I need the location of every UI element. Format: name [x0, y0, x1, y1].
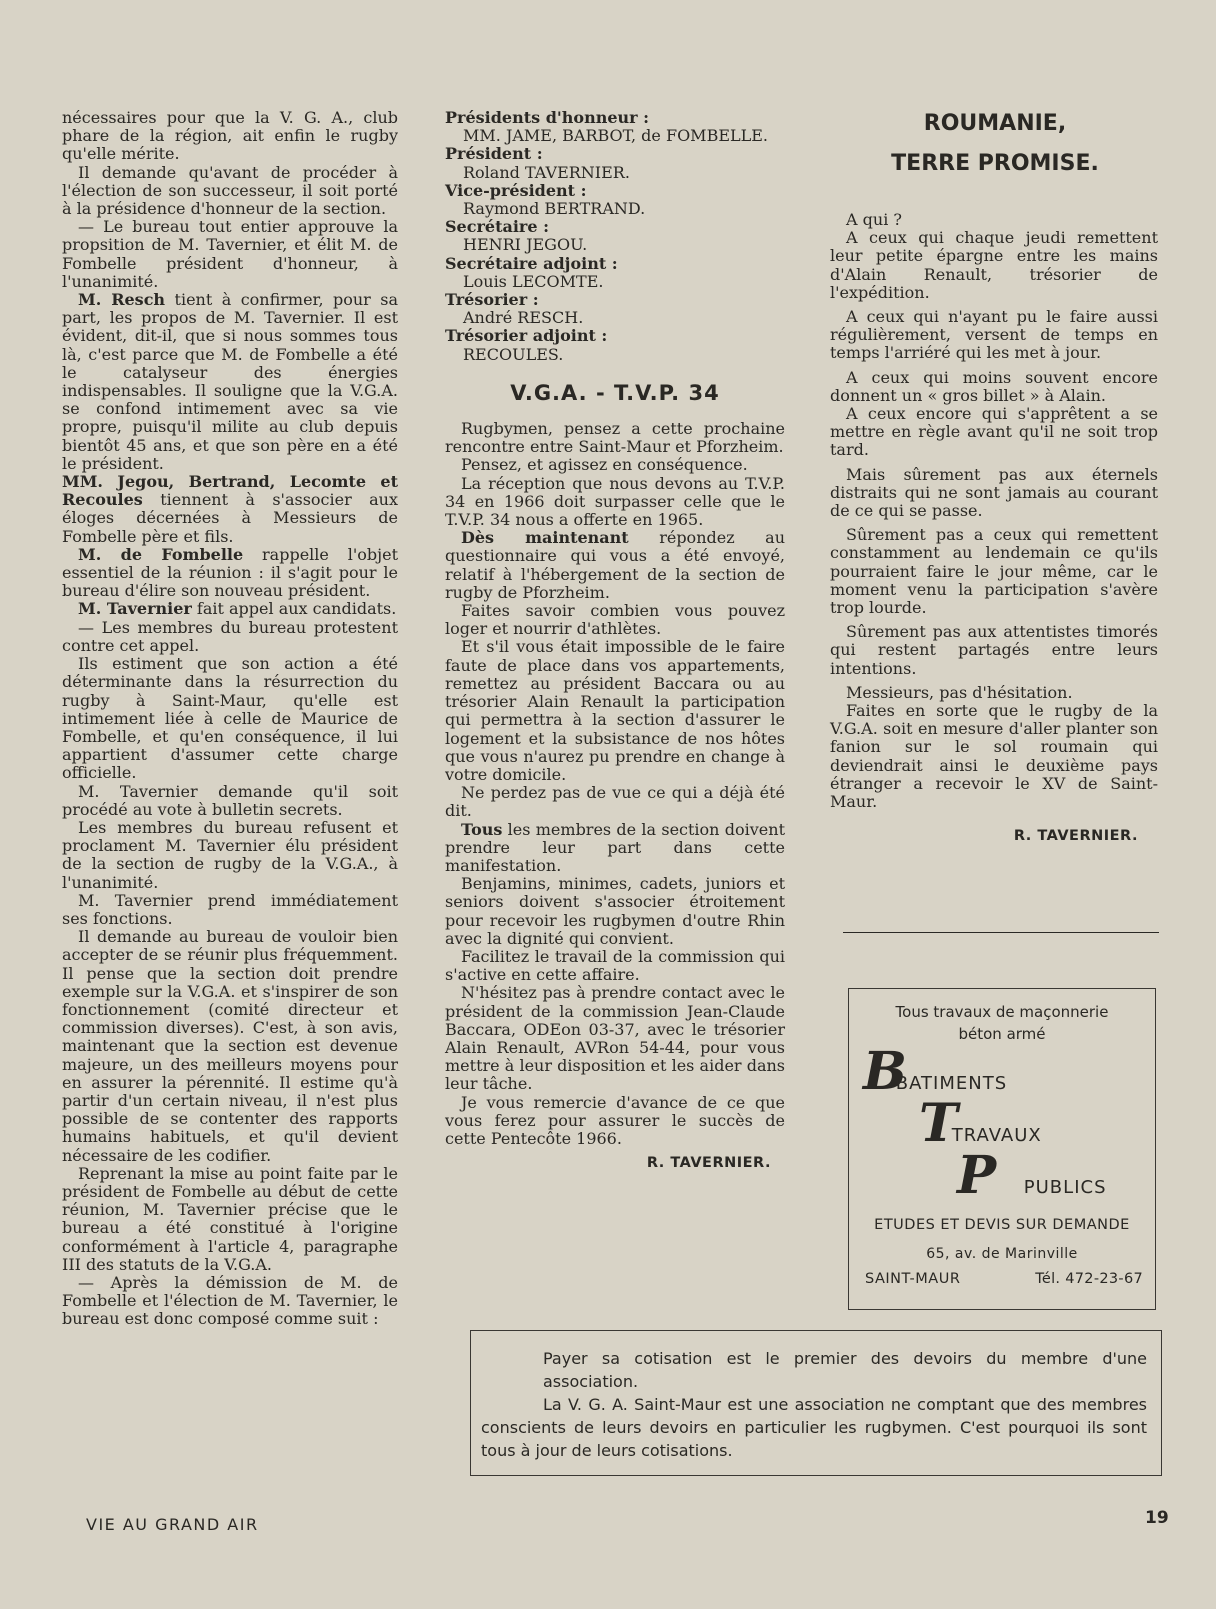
col3-paragraph-text: Messieurs, pas d'hésitation.	[846, 682, 1073, 702]
col3-paragraph-text: A ceux qui n'ayant pu le faire aussi régulièrement, versent de temps en temps l'arriéré qui les met à jour.	[830, 307, 1158, 363]
col2-paragraph-text: Pensez, et agissez en conséquence.	[461, 455, 748, 475]
col2-paragraph	[445, 821, 785, 876]
col1-paragraph-text: rappelle l'objet essentiel de la réunion : il s'agit pour le bureau d'élire son nouveau président.	[62, 544, 398, 601]
col2-paragraph-text: Je vous remercie d'avance de ce que vous ferez pour assurer le succès de cette Pentecôte 1966.	[445, 1092, 785, 1148]
ad-line1: Tous travaux de maçonnerie	[895, 1003, 1109, 1021]
col1-paragraph-text: — Le bureau tout entier approuve la propsition de M. Tavernier, et élit M. de Fombelle président d'honneur, à l'unanimité.	[62, 217, 398, 291]
article-column-3	[830, 211, 1158, 846]
ad-word-publics: PUBLICS	[1023, 1177, 1107, 1198]
col1-paragraph	[62, 291, 398, 473]
col1-paragraph	[62, 546, 398, 601]
col3-paragraph	[830, 405, 1158, 460]
col1-paragraph-text: nécessaires pour que la V. G. A., club phare de la région, ait enfin le rugby qu'elle mérite.	[62, 108, 398, 164]
col1-paragraph	[62, 600, 398, 618]
col2-paragraph-text: Benjamins, minimes, cadets, juniors et seniors doivent s'associer étroitement pour recevoir les rugbymen d'outre Rhin avec la dignité qui convient.	[445, 874, 785, 948]
col1-paragraph	[62, 164, 398, 219]
bureau-member-names: Louis LECOMTE.	[463, 271, 604, 291]
col1-paragraph-text: tient à confirmer, pour sa part, les propos de M. Tavernier. Il est évident, dit-il, que si nous sommes tous là, c'est parce que M. de Fombelle a été le catalyseur des énergies indispensables. Il souligne que la V.G.A. se confond intimement avec sa vie propre, puisqu'il milite au club depuis bientôt 45 ans, et que son père en a été le président.	[62, 290, 398, 473]
ad-city: SAINT-MAUR	[865, 1271, 961, 1287]
bureau-role: Secrétaire adjoint :	[445, 253, 618, 273]
col1-paragraph	[62, 218, 398, 291]
cotisation-notice	[470, 1330, 1162, 1476]
col1-paragraph-text: Reprenant la mise au point faite par le président de Fombelle au début de cette réunion, M. Tavernier précise que le bureau a été constitué à l'origine conformément à l'article 4, paragraphe III des statuts de la V.G.A.	[62, 1163, 398, 1274]
col1-paragraph-text: fait appel aux candidats.	[191, 599, 397, 619]
bureau-role: Présidents d'honneur :	[445, 108, 650, 127]
col1-paragraph	[62, 109, 398, 164]
ad-word-travaux: TRAVAUX	[951, 1125, 1042, 1146]
col2-paragraph	[445, 475, 785, 530]
page-number: 19	[1145, 1508, 1169, 1528]
bureau-member-names: Roland TAVERNIER.	[463, 162, 630, 182]
col2-paragraph-text: Faites savoir combien vous pouvez loger et nourrir d'athlètes.	[445, 601, 785, 639]
col1-paragraph	[62, 619, 398, 655]
col3-paragraph-text: Sûrement pas aux attentistes timorés qui restent partagés entre leurs intentions.	[830, 622, 1158, 678]
col1-paragraph-text: tiennent à s'associer aux éloges décernées à Messieurs de Fombelle père et fils.	[62, 490, 398, 546]
magazine-footer: VIE AU GRAND AIR	[86, 1515, 259, 1534]
roumanie-body	[830, 211, 1158, 811]
col1-paragraph-text: M. Tavernier prend immédiatement ses fonctions.	[62, 890, 398, 928]
ad-row-publics	[957, 1145, 1107, 1206]
col2-paragraph-lead: Tous	[461, 819, 503, 839]
vga-tvp-heading: V.G.A. - T.V.P. 34	[510, 380, 720, 405]
bureau-role: Secrétaire :	[445, 217, 550, 237]
col3-paragraph	[830, 369, 1158, 405]
roumanie-title-line1: ROUMANIE,	[923, 111, 1067, 136]
col2-paragraph	[445, 1094, 785, 1149]
ad-letter-p: P	[957, 1145, 997, 1206]
col1-paragraph-lead: M. Resch	[78, 290, 166, 310]
col3-paragraph-text: Faites en sorte que le rugby de la V.G.A. soit en mesure d'aller planter son fanion sur le sol roumain qui deviendrait ainsi le deuxième pays étranger a recevoir le XV de Saint-Maur.	[830, 701, 1158, 812]
col2-paragraph	[445, 875, 785, 948]
col1-paragraph-text: Il demande au bureau de vouloir bien accepter de se réunir plus fréquemment. Il pense que la section doit prendre exemple sur la V.G.A. et s'inspirer de son fonctionnement (comité directeur et commission diverses). C'est, à son avis, maintenant que la section est devenue majeure, un des meilleurs moyens pour en assurer la pérennité. Il estime qu'à partir d'un certain niveau, il n'est plus possible de se contenter des rapports humains habituels, et qu'il devient nécessaire de les codifier.	[62, 927, 398, 1165]
col2-paragraph	[445, 529, 785, 602]
col3-paragraph-text: A ceux encore qui s'apprêtent a se mettre en règle avant qu'il ne soit trop tard.	[830, 404, 1158, 460]
btp-advertisement	[848, 988, 1156, 1310]
article-column-2	[445, 109, 785, 1172]
col1-paragraph	[62, 892, 398, 928]
col1-paragraph	[62, 819, 398, 892]
col2-paragraph	[445, 948, 785, 984]
col3-paragraph-text: A qui ?	[846, 210, 902, 229]
col2-paragraph	[445, 456, 785, 474]
col3-paragraph-text: A ceux qui moins souvent encore donnent un « gros billet » à Alain.	[830, 367, 1158, 405]
col1-paragraph-lead: MM. Jegou, Bertrand, Lecomte et Recoules	[62, 472, 398, 510]
col3-paragraph-text: A ceux qui chaque jeudi remettent leur petite épargne entre les mains d'Alain Renault, trésorier de l'expédition.	[830, 228, 1158, 302]
col2-paragraph-text: Ne perdez pas de vue ce qui a déjà été dit.	[445, 783, 785, 821]
bureau-role: Trésorier adjoint :	[445, 326, 608, 346]
notice-line1: Payer sa cotisation est le premier des devoirs du membre d'une association.	[543, 1349, 1147, 1391]
col2-paragraph-text: répondez au questionnaire qui vous a été envoyé, relatif à l'hébergement de la section de rugby de Pforzheim.	[445, 528, 785, 602]
col2-paragraph-text: N'hésitez pas à prendre contact avec le président de la commission Jean-Claude Baccara, ODEon 03-37, avec le trésorier Alain Renault, AVRon 54-44, pour vous mettre à leur disposition et les aider dans leur tâche.	[445, 983, 785, 1094]
col2-paragraph	[445, 602, 785, 638]
ad-row-travaux	[919, 1093, 1042, 1154]
signature-col2: R. TAVERNIER.	[646, 1155, 771, 1172]
col1-paragraph	[62, 473, 398, 546]
col2-paragraph	[445, 638, 785, 784]
col1-paragraph-lead: M. de Fombelle	[78, 544, 244, 564]
roumanie-title-line2: TERRE PROMISE.	[891, 151, 1099, 176]
col3-paragraph	[830, 526, 1158, 617]
col2-paragraph-text: les membres de la section doivent prendre leur part dans cette manifestation.	[445, 819, 785, 875]
col3-paragraph	[830, 684, 1158, 702]
col1-paragraph	[62, 1165, 398, 1274]
col1-paragraph-text: Il demande qu'avant de procéder à l'élection de son successeur, il soit porté à la présidence d'honneur de la section.	[62, 162, 398, 219]
col1-paragraph-lead: M. Tavernier	[78, 599, 192, 619]
col1-paragraph-text: — Après la démission de M. de Fombelle et l'élection de M. Tavernier, le bureau est donc composé comme suit :	[62, 1273, 398, 1329]
col1-paragraph	[62, 783, 398, 819]
col2-paragraph	[445, 784, 785, 820]
ad-line2: béton armé	[958, 1025, 1046, 1043]
bureau-role: Vice-président :	[445, 180, 587, 200]
divider-rule	[843, 932, 1159, 933]
bureau-member-names: RECOULES.	[463, 344, 564, 364]
col2-paragraph	[445, 984, 785, 1093]
notice-line2-text: La V. G. A. Saint-Maur est une association ne comptant que des membres conscients de leurs devoirs en particulier les rugbymen. C'est pourquoi ils sont tous à jour de leurs cotisations.	[481, 1395, 1147, 1460]
col3-paragraph	[830, 466, 1158, 521]
ad-header	[849, 1001, 1155, 1045]
article-column-1	[62, 109, 398, 1329]
bureau-composition	[445, 109, 785, 364]
bureau-member-names: MM. JAME, BARBOT, de FOMBELLE.	[463, 126, 769, 146]
ad-letter-t: T	[919, 1093, 958, 1154]
col2-paragraph-text: Rugbymen, pensez a cette prochaine rencontre entre Saint-Maur et Pforzheim.	[445, 419, 785, 457]
notice-line2	[481, 1393, 1147, 1462]
col3-paragraph	[830, 211, 1158, 229]
ad-letter-b: B	[863, 1041, 907, 1102]
col1-paragraph	[62, 655, 398, 782]
col1-paragraph-text: — Les membres du bureau protestent contre cet appel.	[62, 617, 398, 655]
bureau-role: Trésorier :	[445, 290, 539, 310]
col1-paragraph-text: Les membres du bureau refusent et proclament M. Tavernier élu président de la section de rugby de la V.G.A., à l'unanimité.	[62, 817, 398, 892]
col1-paragraph	[62, 1274, 398, 1329]
col3-paragraph	[830, 623, 1158, 678]
col3-paragraph	[830, 702, 1158, 811]
bureau-role: Président :	[445, 144, 543, 164]
ad-word-batiments: BATIMENTS	[895, 1073, 1008, 1094]
ad-telephone: Tél. 472-23-67	[1035, 1271, 1143, 1287]
col3-paragraph-text: Sûrement pas a ceux qui remettent constamment au lendemain ce qu'ils pourraient faire le jour même, car le moment venu la participation s'avère trop lourde.	[830, 525, 1158, 618]
roumanie-heading	[832, 104, 1158, 184]
signature-col3: R. TAVERNIER.	[1013, 828, 1138, 845]
bureau-member-names: HENRI JEGOU.	[463, 235, 588, 255]
col1-paragraph	[62, 928, 398, 1165]
col2-paragraph-text: Et s'il vous était impossible de le faire faute de place dans vos appartements, remettez au président Baccara ou au trésorier Alain Renault la participation qui permettra à la section d'assurer le logement et la subsistance de nos hôtes que vous n'aurez pu prendre en change à votre domicile.	[445, 637, 785, 784]
col1-paragraph-text: Ils estiment que son action a été déterminante dans la résurrection du rugby à Saint-Maur, qu'elle est intimement liée à celle de Maurice de Fombelle, et qu'en conséquence, il lui appartient d'assumer cette charge officielle.	[62, 654, 398, 783]
vga-tvp-body	[445, 420, 785, 1148]
ad-row-batiments	[863, 1041, 1008, 1102]
col3-paragraph	[830, 308, 1158, 363]
bureau-member-names: Raymond BERTRAND.	[463, 199, 646, 219]
ad-etudes: ETUDES ET DEVIS SUR DEMANDE	[874, 1217, 1130, 1233]
col2-paragraph-text: Facilitez le travail de la commission qui s'active en cette affaire.	[445, 946, 785, 985]
col2-paragraph	[445, 420, 785, 456]
col2-paragraph-text: La réception que nous devons au T.V.P. 34 en 1966 doit surpasser celle que le T.V.P. 34 nous a offerte en 1965.	[445, 473, 785, 530]
col3-paragraph	[830, 229, 1158, 302]
col3-paragraph-text: Mais sûrement pas aux éternels distraits qui ne sont jamais au courant de ce qui se passe.	[830, 464, 1158, 521]
bureau-member-names: André RESCH.	[463, 308, 584, 328]
ad-address: 65, av. de Marinville	[926, 1246, 1078, 1262]
col2-paragraph-lead: Dès maintenant	[461, 528, 629, 548]
col1-paragraph-text: M. Tavernier demande qu'il soit procédé au vote à bulletin secrets.	[62, 781, 398, 819]
